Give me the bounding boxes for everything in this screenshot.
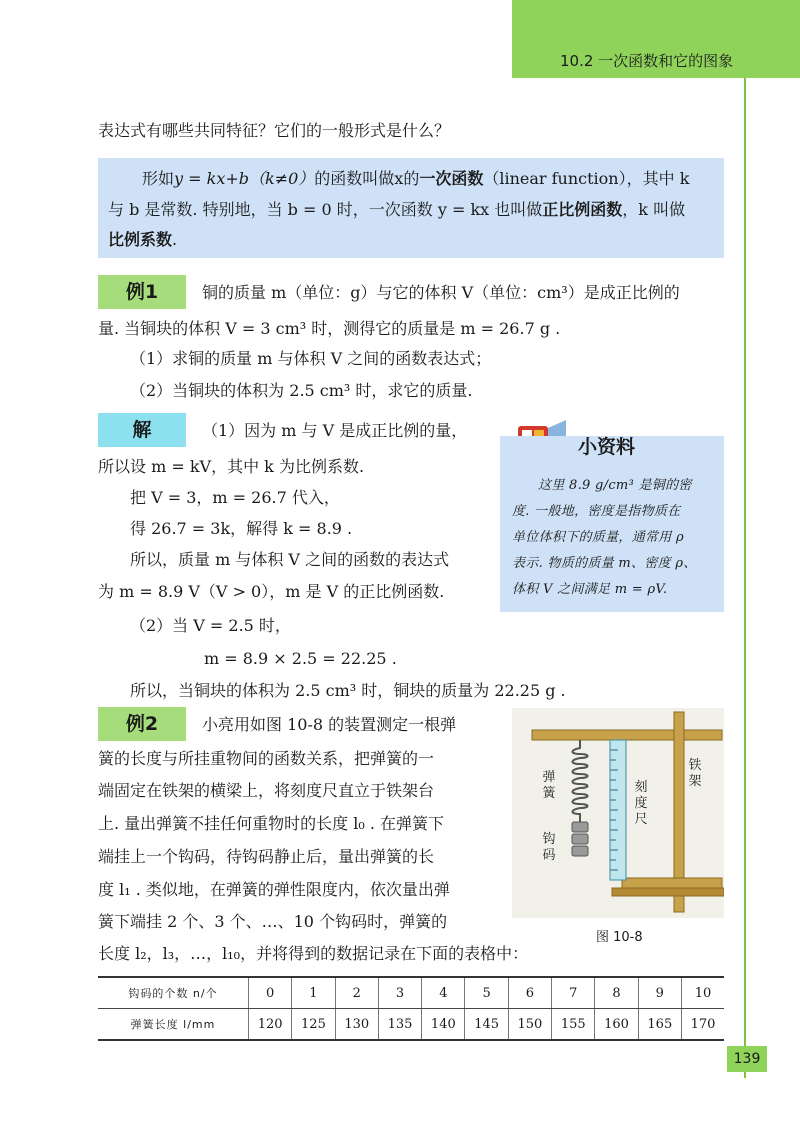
solution-line-5: 所以，质量 m 与体积 V 之间的函数的表达式 bbox=[130, 550, 450, 569]
term-linear-function: 一次函数 bbox=[419, 169, 484, 188]
label-weights: 钩码 bbox=[542, 832, 556, 863]
def-text: ，k 叫做 bbox=[622, 200, 686, 219]
solution-line-8: m = 8.9 × 2.5 = 22.25 . bbox=[204, 649, 397, 668]
figure-caption: 图 10-8 bbox=[596, 930, 643, 945]
apparatus-drawing bbox=[512, 708, 724, 918]
definition-line-2 bbox=[108, 199, 685, 221]
table-cell: 1 bbox=[292, 977, 335, 1009]
example-2-line-4: 上. 量出弹簧不挂任何重物时的长度 l₀ . 在弹簧下 bbox=[98, 814, 445, 833]
table-cell: 170 bbox=[681, 1009, 724, 1041]
solution-line-7: （2）当 V = 2.5 时， bbox=[130, 616, 291, 635]
table-cell: 165 bbox=[638, 1009, 681, 1041]
section-title: 10.2 一次函数和它的图象 bbox=[560, 52, 734, 70]
def-text: 形如 bbox=[142, 169, 175, 188]
data-table bbox=[98, 976, 724, 1041]
page-number: 139 bbox=[727, 1046, 767, 1072]
def-text: . bbox=[172, 230, 178, 249]
margin-rule bbox=[744, 78, 746, 1078]
term-direct-proportion: 正比例函数 bbox=[542, 200, 623, 219]
definition-line-3 bbox=[108, 229, 177, 251]
def-formula: y = kx+b（k≠0） bbox=[174, 169, 315, 188]
table-cell: 7 bbox=[552, 977, 595, 1009]
table-cell: 4 bbox=[422, 977, 465, 1009]
table-cell: 150 bbox=[508, 1009, 551, 1041]
solution-line-6: 为 m = 8.9 V（V > 0），m 是 V 的正比例函数. bbox=[98, 582, 445, 601]
info-line-5: 体积 V 之间满足 m = ρV. bbox=[512, 582, 668, 597]
example-2-line-3: 端固定在铁架的横梁上，将刻度尺直立于铁架台 bbox=[98, 781, 435, 800]
intro-question: 表达式有哪些共同特征？它们的一般形式是什么？ bbox=[98, 121, 451, 140]
table-cell: 2 bbox=[335, 977, 378, 1009]
info-line-4: 表示. 物质的质量 m、密度 ρ、 bbox=[512, 556, 697, 571]
table-cell: 3 bbox=[378, 977, 421, 1009]
def-text: 的函数叫做x的 bbox=[314, 169, 420, 188]
label-ruler: 刻度尺 bbox=[634, 780, 648, 827]
info-line-2: 度. 一般地，密度是指物质在 bbox=[512, 504, 681, 519]
example-1-line-2: 量. 当铜块的体积 V = 3 cm³ 时，测得它的质量是 m = 26.7 g . bbox=[98, 319, 561, 338]
table-cell: 9 bbox=[638, 977, 681, 1009]
example-1-label: 例1 bbox=[98, 275, 186, 309]
solution-line-9: 所以，当铜块的体积为 2.5 cm³ 时，铜块的质量为 22.25 g . bbox=[130, 681, 566, 700]
table-cell: 155 bbox=[552, 1009, 595, 1041]
def-text: 与 b 是常数. 特别地，当 b = 0 时，一次函数 y = kx 也叫做 bbox=[108, 200, 543, 219]
term-coefficient: 比例系数 bbox=[108, 230, 173, 249]
definition-line-1 bbox=[142, 168, 689, 190]
solution-line-2: 所以设 m = kV，其中 k 为比例系数. bbox=[98, 457, 365, 476]
row-header-count: 钩码的个数 n/个 bbox=[98, 977, 249, 1009]
info-title: 小资料 bbox=[578, 436, 636, 458]
label-stand: 铁架 bbox=[688, 758, 702, 789]
info-box bbox=[500, 436, 724, 612]
example-1-question-1: （1）求铜的质量 m 与体积 V 之间的函数表达式； bbox=[130, 349, 492, 368]
row-header-length: 弹簧长度 l/mm bbox=[98, 1009, 249, 1041]
table-cell: 125 bbox=[292, 1009, 335, 1041]
table-cell: 160 bbox=[595, 1009, 638, 1041]
example-2-line-5: 端挂上一个钩码，待钩码静止后，量出弹簧的长 bbox=[98, 847, 435, 866]
table-cell: 140 bbox=[422, 1009, 465, 1041]
figure-spring-apparatus bbox=[512, 708, 724, 918]
solution-line-4: 得 26.7 = 3k，解得 k = 8.9 . bbox=[130, 519, 353, 538]
table-cell: 8 bbox=[595, 977, 638, 1009]
solution-line-1: （1）因为 m 与 V 是成正比例的量， bbox=[202, 421, 468, 440]
label-spring: 弹簧 bbox=[542, 770, 556, 801]
table-cell: 0 bbox=[249, 977, 292, 1009]
example-2-label: 例2 bbox=[98, 707, 186, 741]
example-1-line-1: 铜的质量 m（单位：g）与它的体积 V（单位：cm³）是成正比例的 bbox=[202, 283, 680, 302]
example-2-line-6: 度 l₁ . 类似地，在弹簧的弹性限度内，依次量出弹 bbox=[98, 880, 450, 899]
info-line-1: 这里 8.9 g/cm³ 是铜的密 bbox=[538, 478, 692, 493]
table-cell: 135 bbox=[378, 1009, 421, 1041]
table-row bbox=[98, 1009, 724, 1041]
example-2-line-8: 长度 l₂，l₃，…，l₁₀，并将得到的数据记录在下面的表格中： bbox=[98, 944, 529, 963]
example-2-line-1: 小亮用如图 10-8 的装置测定一根弹 bbox=[202, 715, 457, 734]
table-cell: 120 bbox=[249, 1009, 292, 1041]
example-1-question-2: （2）当铜块的体积为 2.5 cm³ 时，求它的质量. bbox=[130, 381, 473, 400]
definition-box bbox=[98, 158, 724, 258]
table-cell: 6 bbox=[508, 977, 551, 1009]
table-row bbox=[98, 977, 724, 1009]
info-line-3: 单位体积下的质量，通常用 ρ bbox=[512, 530, 684, 545]
example-2-line-2: 簧的长度与所挂重物间的函数关系，把弹簧的一 bbox=[98, 749, 435, 768]
solution-label: 解 bbox=[98, 413, 186, 447]
table-cell: 145 bbox=[465, 1009, 508, 1041]
table-cell: 10 bbox=[681, 977, 724, 1009]
table-cell: 5 bbox=[465, 977, 508, 1009]
solution-line-3: 把 V = 3，m = 26.7 代入， bbox=[130, 488, 340, 507]
def-text: （linear function），其中 k bbox=[483, 169, 690, 188]
example-2-line-7: 簧下端挂 2 个、3 个、…、10 个钩码时，弹簧的 bbox=[98, 912, 448, 931]
table-cell: 130 bbox=[335, 1009, 378, 1041]
